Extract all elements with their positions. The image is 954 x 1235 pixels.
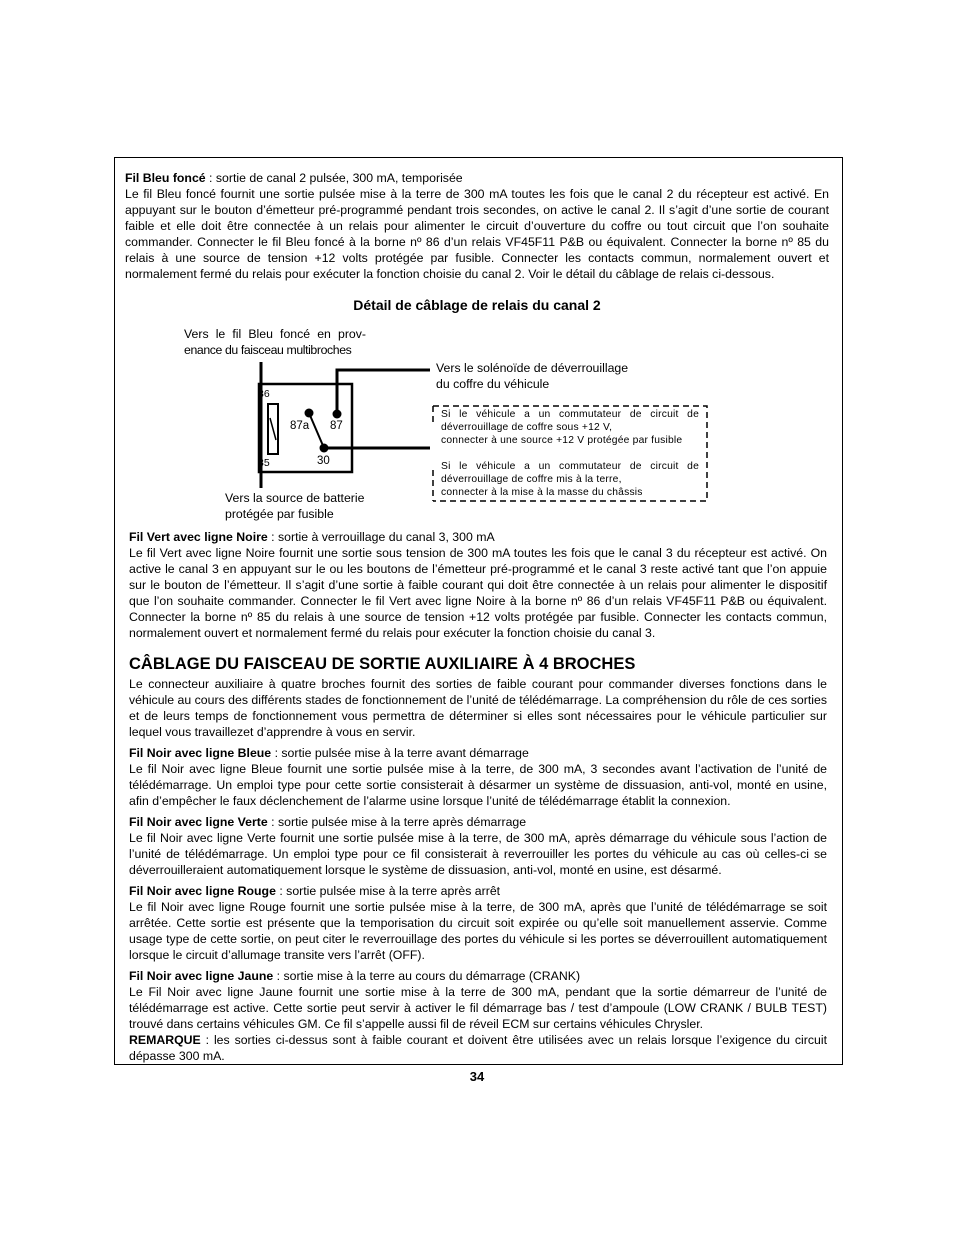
aux-red-title [129,883,827,899]
diagram-label-bottom-line1: Vers la source de batterie [225,491,365,505]
note-b-line2: déverrouillage de coffre mis à la terre, [441,474,622,485]
blue-wire-title-bold: Fil Bleu foncé [125,171,206,185]
aux-note-rest: : les sorties ci-dessus sont à faible courant et doivent être utilisées avec un relais lorsque l’exigence du circuit dépasse 300 mA. [129,1033,827,1063]
aux-note [129,1032,827,1064]
green-wire-title-bold: Fil Vert avec ligne Noire [129,530,268,544]
aux-yellow-title [129,968,827,984]
aux-red-body: Le fil Noir avec ligne Rouge fournit une sortie pulsée mise à la terre, de 300 mA, après que l’unité de télédémarrage se soit arrêtée. Cette sortie est présente que la temporisation du circuit soit expirée ou qu’elle soit manuellement asservie. Comme usage type de cette sortie, on peut citer le reverrouillage des portes du véhicule si les portes se déverrouillent automatiquement lorsque le circuit d’allumage transite vers l’arrêt (OFF). [129,900,827,962]
diagram-label-top-line1: Vers le fil Bleu foncé en prov- [184,327,366,341]
aux-yellow-title-rest: : sortie mise à la terre au cours du démarrage (CRANK) [273,969,581,983]
green-wire-title [129,529,827,545]
aux-intro: Le connecteur auxiliaire à quatre broches fournit des sorties de faible courant pour commander diverses fonctions dans le véhicule au cours des différents stades de fonctionnement de l’unité de télédémarrage. La compréhension du rôle de ces sorties et de leurs temps de fonctionnement vous permettra de déterminer si elles sont nécessaires pour le véhicule particulier sur lequel vous travaillezet d’apprendre à vous en servir. [129,677,827,739]
aux-blue-title-rest: : sortie pulsée mise à la terre avant démarrage [271,746,529,760]
aux-note-bold: REMARQUE [129,1033,201,1047]
note-a-line3: connecter à une source +12 V protégée par fusible [441,435,683,446]
pin-30-label: 30 [317,455,330,467]
diagram-title: Détail de câblage de relais du canal 2 [353,297,601,313]
green-wire-title-rest: : sortie à verrouillage du canal 3, 300 mA [267,530,495,544]
pin-87-label: 87 [330,420,343,432]
aux-green-body: Le fil Noir avec ligne Verte fournit une sortie pulsée mise à la terre, de 300 mA, après démarrage du véhicule sous l’action de l’unité de télédémarrage. Un emploi type pour ce fil consisterait à reverrouiller les portes du véhicule au cas où celles-ci se déverrouilleraient automatiquement lorsque le système de dissuasion, anti-vol, monté en usine, est désarmé. [129,831,827,877]
aux-blue-title [129,745,827,761]
switch-arm [309,413,324,448]
note-b-line3: connecter à la mise à la masse du châssis [441,487,643,498]
diagram-label-right-line1: Vers le solénoïde de déverrouillage [436,361,629,375]
aux-yellow-title-bold: Fil Noir avec ligne Jaune [129,969,274,983]
diagram-label-bottom-line2: protégée par fusible [225,507,334,521]
blue-wire-body: Le fil Bleu foncé fournit une sortie pulsée mise à la terre de 300 mA toutes les fois que le canal 2 du récepteur est activé. En appuyant sur le bouton d’émetteur pré-programmé pendant trois secondes, on active le canal 2. Il s’agit d’une sortie de courant faible et elle doit être connectée à un relais pour alimenter le circuit d’ouverture du coffre ou tout circuit que l’on souhaite commander. Connecter le fil Bleu foncé à la borne nº 86 d’un relais VF45F11 P&B ou équivalent. Connecter la borne nº 85 du relais à une source de tension +12 volts protégée par fusible. Connecter les contacts commun, normalement ouvert et normalement fermé du relais pour exécuter la fonction choisie du canal 2. Voir le détail du câblage de relais ci-dessous. [125,187,829,281]
aux-blue-body: Le fil Noir avec ligne Bleue fournit une sortie pulsée mise à la terre, de 300 mA, 3 secondes avant l’activation de l’unité de télédémarrage. Un emploi type pour cette sortie consisterait à désarmer un système de dissuasion, anti-vol, monté en usine, afin d’empêcher le faux déclenchement de l’alarme usine lorsque l’unité de télédémarrage établit la connexion. [129,762,827,808]
note-a-line1: Si le véhicule a un commutateur de circuit de [441,409,699,420]
blue-wire-title-rest: : sortie de canal 2 pulsée, 300 mA, temporisée [205,171,463,185]
note-a-line2: déverrouillage de coffre sous +12 V, [441,422,613,433]
aux-section [129,676,827,1064]
section-green-wire [129,529,827,641]
pin-87a-label: 87a [290,420,310,432]
pin-86-label: 86 [258,388,270,400]
aux-heading: CÂBLAGE DU FAISCEAU DE SORTIE AUXILIAIRE À 4 BROCHES [129,655,636,673]
aux-red-title-bold: Fil Noir avec ligne Rouge [129,884,276,898]
aux-green-title [129,814,827,830]
aux-green-title-rest: : sortie pulsée mise à la terre après démarrage [267,815,527,829]
pin-85-label: 85 [258,457,270,469]
green-wire-body: Le fil Vert avec ligne Noire fournit une sortie sous tension de 300 mA toutes les fois que le canal 3 du récepteur est activé. On active le canal 3 en appuyant sur le ou les boutons de l’émetteur pré-programmé et le canal 3 reste activé tant que l’on appuie sur le bouton de l’émetteur. Il s’agit d’une sortie à faible courant qui doit être connectée à un relais pour alimenter le dispositif que l’on souhaite commander. Connecter le fil Vert avec ligne Noire à la borne nº 86 d’un relais VF45F11 P&B ou équivalent. Connecter la borne nº 85 du relais à une source de tension +12 volts protégée par fusible. Connecter les contacts commun, normalement ouvert et normalement fermé du relais pour exécuter la fonction choisie du canal 3. [129,546,827,640]
aux-red-title-rest: : sortie pulsée mise à la terre après arrêt [275,884,501,898]
diagram-label-right-line2: du coffre du véhicule [436,377,550,391]
page-number: 34 [469,1069,485,1084]
note-b-line1: Si le véhicule a un commutateur de circuit de [441,461,699,472]
aux-blue-title-bold: Fil Noir avec ligne Bleue [129,746,272,760]
diagram-label-top-line2: enance du faisceau multibroches [184,343,352,357]
aux-green-title-bold: Fil Noir avec ligne Verte [129,815,268,829]
aux-yellow-body: Le Fil Noir avec ligne Jaune fournit une sortie mise à la terre de 300 mA, pendant que la sortie démarreur de l’unité de télédémarrage est active. Cette sortie peut servir à activer le fil démarrage bas / test d’ampoule (LOW CRANK / BULB TEST) trouvé dans certains véhicules GM. Ce fil s’appelle aussi fil de réveil ECM sur certains véhicules Chrysler. [129,985,827,1031]
